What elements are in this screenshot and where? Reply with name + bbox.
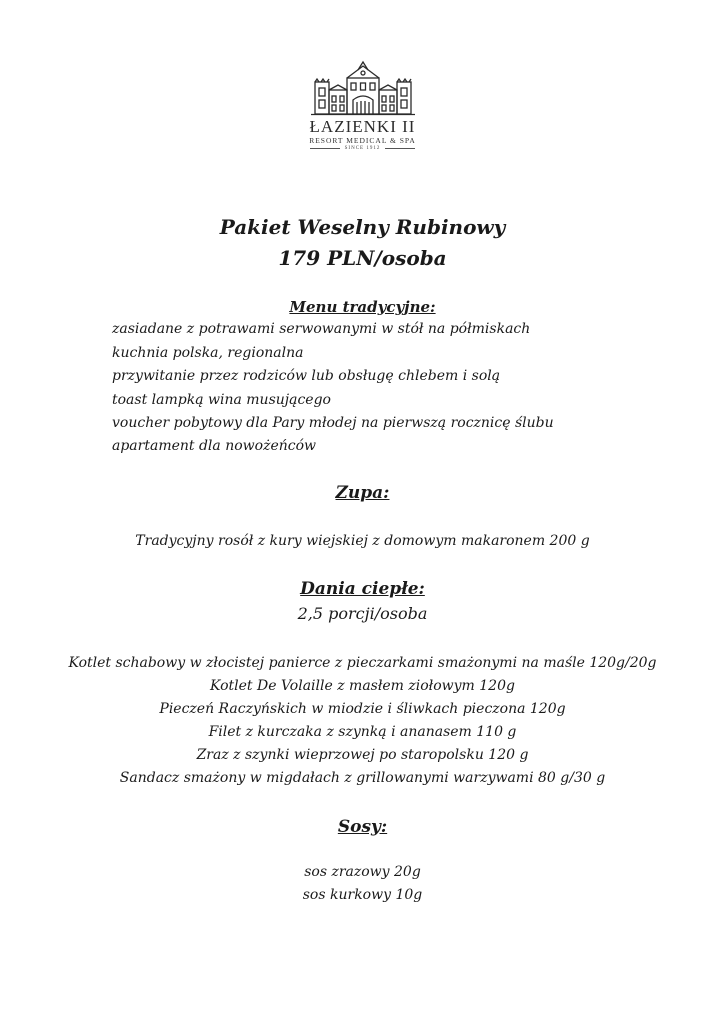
soup-item: Tradycyjny rosół z kury wiejskiej z domowym makaronem 200 g (135, 533, 590, 549)
package-title: Pakiet Weselny Rubinowy (219, 215, 506, 239)
menu-item: toast lampką wina musującego (112, 392, 331, 408)
sauce-item: sos kurkowy 10g (302, 887, 423, 903)
hot-dish-item: Sandacz smażony w migdałach z grillowanymi warzywami 80 g/30 g (119, 770, 606, 786)
hot-dishes-heading: Dania ciepłe: (300, 579, 425, 599)
logo-since: SINCE 1912 (344, 146, 381, 151)
hot-dish-item: Pieczeń Raczyńskich w miodzie i śliwkach pieczona 120g (159, 701, 566, 717)
logo-divider-right (385, 148, 415, 149)
hot-dish-item: Kotlet schabowy w złocistej panierce z pieczarkami smażonymi na maśle 120g/20g (68, 655, 657, 671)
logo-since-row (310, 146, 416, 151)
menu-item: przywitanie przez rodziców lub obsługę chlebem i solą (112, 368, 501, 384)
menu-heading: Menu tradycyjne: (289, 298, 436, 316)
menu-item: voucher pobytowy dla Pary młodej na pierwszą rocznicę ślubu (112, 415, 554, 431)
hot-dish-item: Filet z kurczaka z szynką i ananasem 110 g (208, 724, 517, 740)
hot-dish-item: Zraz z szynki wieprzowej po staropolsku 120 g (196, 747, 529, 763)
soup-heading: Zupa: (335, 483, 390, 503)
hot-dish-item: Kotlet De Volaille z masłem ziołowym 120g (210, 678, 515, 694)
package-price: 179 PLN/osoba (278, 246, 447, 270)
menu-item: kuchnia polska, regionalna (112, 345, 304, 361)
logo-divider-left (310, 148, 340, 149)
sauces-heading: Sosy: (337, 817, 388, 837)
sauce-item: sos zrazowy 20g (304, 864, 421, 880)
logo-name: ŁAZIENKI II (309, 117, 416, 136)
logo-subtitle: RESORT MEDICAL & SPA (309, 136, 416, 145)
hot-dishes-portion: 2,5 porcji/osoba (297, 604, 428, 623)
menu-item: zasiadane z potrawami serwowanymi w stół na półmiskach (112, 321, 531, 337)
palace-icon (311, 60, 415, 116)
menu-item: apartament dla nowożeńców (112, 438, 316, 454)
resort-logo (0, 60, 725, 151)
